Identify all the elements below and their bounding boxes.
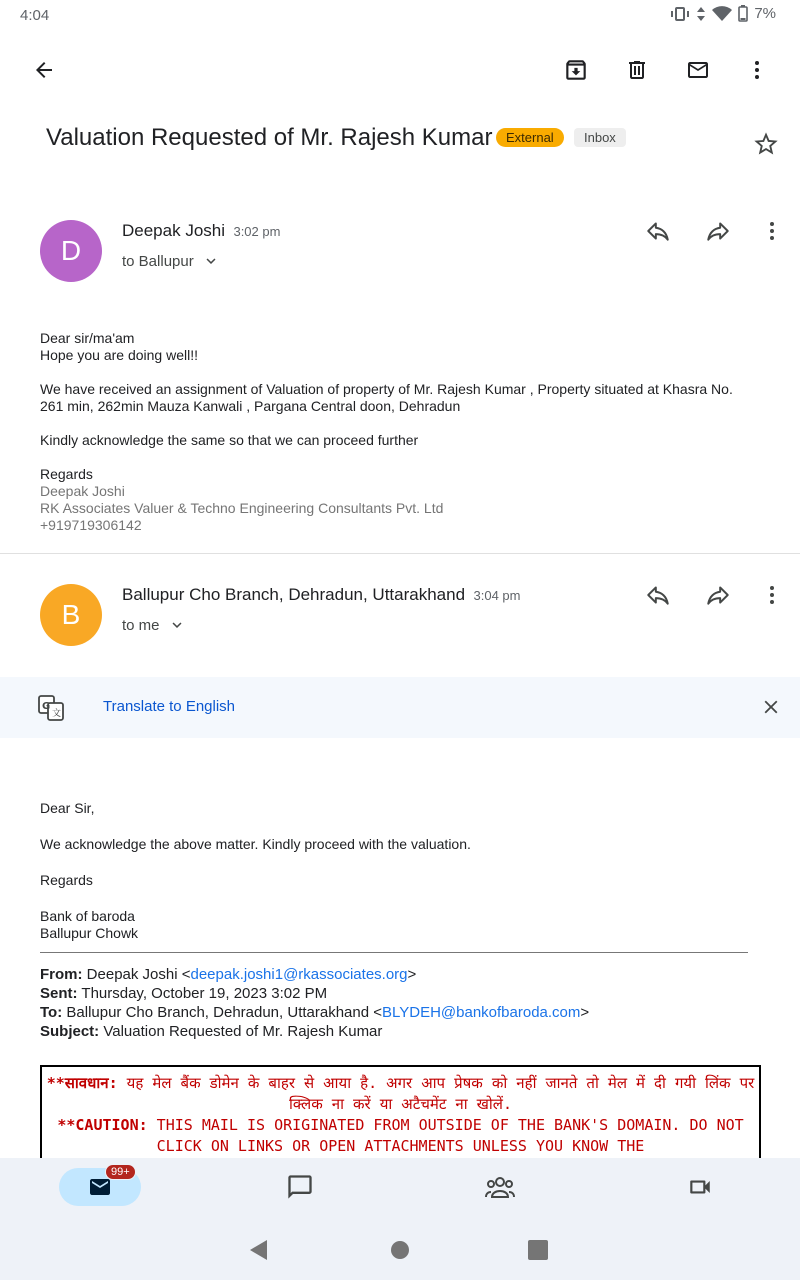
nav-chat[interactable] (259, 1168, 341, 1206)
more-vert-icon (745, 58, 769, 82)
message-header-2[interactable] (0, 584, 800, 664)
recipient-toggle[interactable] (122, 616, 186, 634)
quote-separator (40, 952, 748, 953)
close-translate-button[interactable] (749, 685, 793, 729)
archive-button[interactable] (554, 48, 598, 92)
recipient-text: to Ballupur (122, 252, 194, 270)
sender-name: Ballupur Cho Branch, Dehradun, Uttarakhand (122, 585, 466, 604)
more-options-button[interactable] (735, 48, 779, 92)
inbox-label[interactable]: Inbox (574, 128, 626, 147)
message-divider (0, 553, 800, 554)
wifi-icon (712, 6, 732, 22)
reply-icon (645, 218, 671, 244)
avatar[interactable]: B (40, 584, 102, 646)
regards: Regards (40, 872, 93, 888)
greeting: Dear Sir, (40, 800, 95, 816)
message-header-1[interactable] (0, 220, 800, 300)
mail-icon (684, 58, 712, 82)
translate-bar (0, 677, 800, 738)
email-subject: Valuation Requested of Mr. Rajesh Kumar (46, 124, 493, 151)
square-recents-icon (527, 1239, 549, 1261)
message-more-button[interactable] (750, 209, 794, 253)
nav-meet[interactable] (659, 1168, 741, 1206)
delete-button[interactable] (615, 48, 659, 92)
status-icons (670, 5, 776, 22)
signature-company: RK Associates Valuer & Techno Engineering Consultants Pvt. Ltd (40, 500, 444, 516)
body-paragraph: We have received an assignment of Valuation of property of Mr. Rajesh Kumar , Property situated at Khasra No. 261 min, 262min Mauza Kanwali , Pargana Central doon, Dehradun (40, 381, 733, 414)
signature-line: Ballupur Chowk (40, 925, 139, 941)
to-email-link[interactable]: BLYDEH@bankofbaroda.com (382, 1004, 581, 1021)
system-back-button[interactable] (237, 1228, 281, 1272)
trash-icon (625, 58, 649, 82)
reply-button[interactable] (636, 209, 680, 253)
nav-spaces[interactable] (459, 1168, 541, 1206)
status-bar (0, 0, 800, 32)
svg-text:文: 文 (52, 709, 62, 719)
people-icon (484, 1173, 516, 1201)
arrow-back-icon (32, 58, 56, 82)
greeting: Dear sir/ma'am (40, 330, 135, 346)
quoted-to: To: Ballupur Cho Branch, Dehradun, Uttarakhand <BLYDEH@bankofbaroda.com> (40, 1004, 590, 1021)
message-body-1 (40, 330, 760, 534)
message-time: 3:04 pm (473, 588, 521, 603)
signature-line: Bank of baroda (40, 908, 135, 924)
svg-text:G: G (42, 701, 51, 712)
status-time: 4:04 (20, 7, 50, 24)
forward-icon (705, 218, 731, 244)
reply-button[interactable] (636, 573, 680, 617)
message-body-2 (40, 800, 760, 942)
circle-home-icon (389, 1239, 411, 1261)
caution-notice (40, 1065, 761, 1165)
videocam-icon (685, 1174, 715, 1200)
system-navigation (0, 1220, 800, 1280)
unread-count-badge: 99+ (105, 1164, 136, 1180)
message-time: 3:02 pm (233, 224, 281, 239)
forward-button[interactable] (696, 573, 740, 617)
translate-icon (37, 694, 65, 727)
body-line: Hope you are doing well!! (40, 347, 198, 363)
message-more-button[interactable] (750, 573, 794, 617)
bottom-navigation (0, 1158, 800, 1220)
subject-row (46, 124, 786, 164)
recipient-text: to me (122, 616, 160, 634)
archive-icon (563, 57, 589, 83)
mark-unread-button[interactable] (676, 48, 720, 92)
more-vert-icon (760, 583, 784, 607)
quoted-from: From: Deepak Joshi <deepak.joshi1@rkassociates.org> (40, 966, 417, 983)
star-outline-icon (752, 130, 780, 158)
sender-line (122, 585, 520, 605)
avatar[interactable]: D (40, 220, 102, 282)
chat-icon (286, 1173, 314, 1201)
battery-percent: 7% (754, 5, 776, 22)
top-toolbar (0, 40, 800, 100)
from-email-link[interactable]: deepak.joshi1@rkassociates.org (190, 966, 408, 983)
close-icon (760, 696, 782, 718)
more-vert-icon (760, 219, 784, 243)
nav-mail[interactable] (59, 1168, 141, 1206)
caution-hindi: **सावधान: यह मेल बैंक डोमेन के बाहर से आया है. अगर आप प्रेषक को नहीं जानते तो मेल में दी गयी लिंक पर क्लिक ना करें या अटैचमेंट ना खोलें. (46, 1074, 755, 1113)
quoted-sent: Sent: Thursday, October 19, 2023 3:02 PM (40, 985, 328, 1002)
chevron-down-icon (168, 616, 186, 634)
caution-english: **CAUTION: THIS MAIL IS ORIGINATED FROM OUTSIDE OF THE BANK'S DOMAIN. DO NOT CLICK ON LINKS OR OPEN ATTACHMENTS UNLESS YOU KNOW THE (57, 1116, 744, 1155)
reply-icon (645, 582, 671, 608)
forward-button[interactable] (696, 209, 740, 253)
quoted-header (40, 965, 589, 1041)
vibrate-icon (670, 6, 690, 22)
battery-icon (738, 5, 748, 22)
back-button[interactable] (22, 48, 66, 92)
body-paragraph: Kindly acknowledge the same so that we can proceed further (40, 432, 419, 448)
triangle-back-icon (247, 1238, 271, 1262)
signature-name: Deepak Joshi (40, 483, 125, 499)
regards: Regards (40, 466, 93, 482)
system-recents-button[interactable] (516, 1228, 560, 1272)
data-arrows-icon (696, 6, 706, 22)
star-button[interactable] (752, 130, 780, 163)
sender-name: Deepak Joshi (122, 221, 226, 240)
translate-link[interactable]: Translate to English (103, 698, 236, 715)
chevron-down-icon (202, 252, 220, 270)
forward-icon (705, 582, 731, 608)
sender-line (122, 221, 280, 241)
quoted-subject: Subject: Valuation Requested of Mr. Rajesh Kumar (40, 1023, 383, 1040)
external-badge: External (496, 128, 564, 147)
signature-phone[interactable]: +919719306142 (40, 517, 142, 533)
recipient-toggle[interactable] (122, 252, 220, 270)
body-paragraph: We acknowledge the above matter. Kindly proceed with the valuation. (40, 836, 471, 852)
system-home-button[interactable] (378, 1228, 422, 1272)
